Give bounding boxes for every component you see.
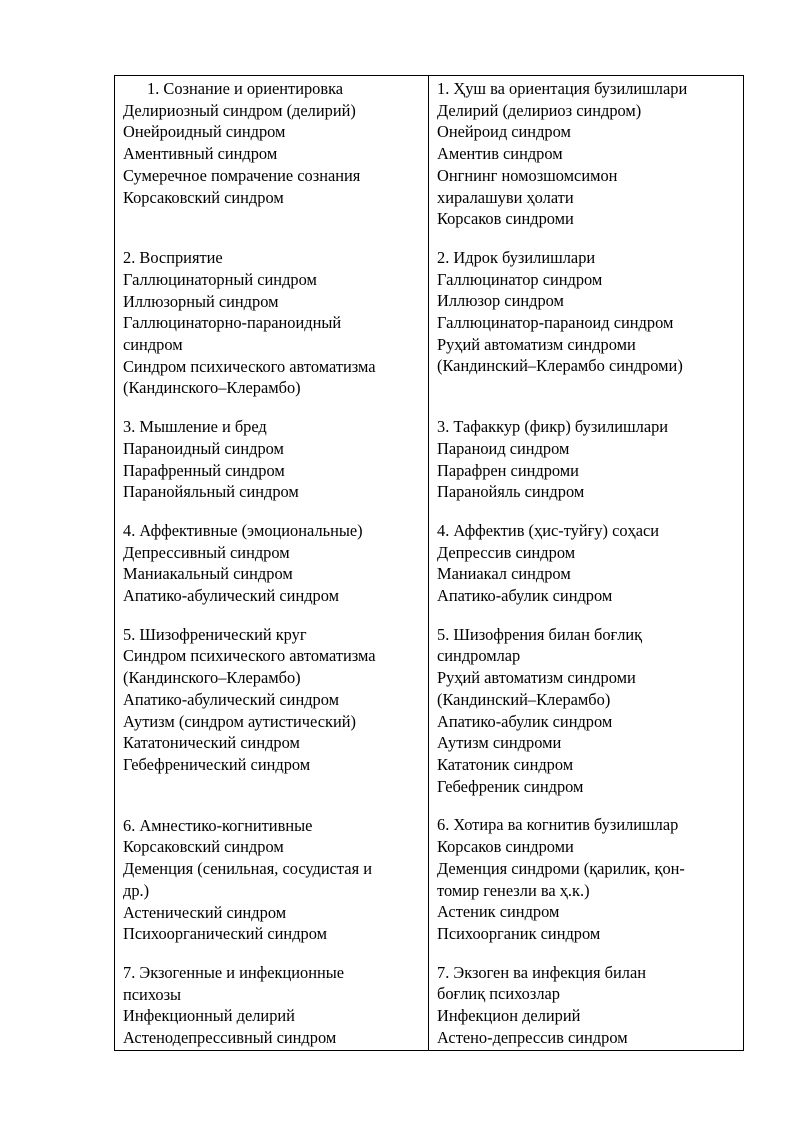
right-line: Галлюцинатор-параноид синдром <box>437 313 674 333</box>
right-line: Астено-депрессив синдром <box>437 1027 628 1047</box>
left-section-heading: 3. Мышление и бред <box>123 417 267 437</box>
right-line: Астеник синдром <box>437 902 560 922</box>
left-line: др.) <box>123 880 150 900</box>
right-line: Инфекцион делирий <box>437 1006 581 1026</box>
right-line: боғлиқ психозлар <box>437 984 560 1004</box>
left-section-4 <box>123 520 422 607</box>
right-line: Делирий (делириоз синдром) <box>437 100 642 120</box>
right-section-heading: 5. Шизофрения билан боғлиқ <box>437 624 643 644</box>
right-line: хиралашуви ҳолати <box>437 187 574 207</box>
left-section-3 <box>123 416 422 503</box>
left-line: Галлюцинаторный синдром <box>123 269 317 289</box>
right-section-heading: 3. Тафаккур (фикр) бузилишлари <box>437 417 669 437</box>
left-line: Астенодепрессивный синдром <box>123 1028 337 1048</box>
right-line: Иллюзор синдром <box>437 291 564 311</box>
right-section-1 <box>437 78 737 230</box>
right-line: (Кандинский–Клерамбо) <box>437 689 611 709</box>
left-line: Гебефренический синдром <box>123 754 311 774</box>
left-section-7 <box>123 962 422 1049</box>
right-section-heading: 4. Аффектив (ҳис-туйғу) соҳаси <box>437 520 660 540</box>
right-line: Галлюцинатор синдром <box>437 269 603 289</box>
right-section-6 <box>437 814 737 944</box>
left-line: Корсаковский синдром <box>123 837 284 857</box>
left-line: Апатико-абулический синдром <box>123 689 340 709</box>
left-line: Галлюцинаторно-параноидный <box>123 313 342 333</box>
left-line: Онейроидный синдром <box>123 122 286 142</box>
left-line: Иллюзорный синдром <box>123 291 279 311</box>
right-line: Парафрен синдроми <box>437 460 579 480</box>
left-line: Синдром психического автоматизма <box>123 646 376 666</box>
right-section-heading: 2. Идрок бузилишлари <box>437 247 596 267</box>
left-line: Деменция (сенильная, сосудистая и <box>123 859 372 879</box>
left-line: психозы <box>123 984 182 1004</box>
left-line: Параноидный синдром <box>123 438 284 458</box>
right-line: Депрессив синдром <box>437 542 576 562</box>
left-line: Синдром психического автоматизма <box>123 356 376 376</box>
uzbek-column <box>429 76 743 1050</box>
left-section-heading: 5. Шизофренический круг <box>123 624 307 644</box>
left-section-heading: 2. Восприятие <box>123 248 223 268</box>
right-line: Гебефреник синдром <box>437 776 584 796</box>
right-line: Корсаков синдроми <box>437 837 574 857</box>
left-line: Аутизм (синдром аутистический) <box>123 711 356 731</box>
right-line: Психоорганик синдром <box>437 923 601 943</box>
left-line: Психоорганический синдром <box>123 924 327 944</box>
left-line: (Кандинского–Клерамбо) <box>123 668 301 688</box>
left-section-heading: 6. Амнестико-когнитивные <box>123 815 313 835</box>
right-line: Маниакал синдром <box>437 564 571 584</box>
right-line: Аутизм синдроми <box>437 733 562 753</box>
right-line: (Кандинский–Клерамбо синдроми) <box>437 356 683 376</box>
left-line: Астенический синдром <box>123 902 287 922</box>
left-line: синдром <box>123 335 183 355</box>
right-line: Параноид синдром <box>437 438 570 458</box>
right-line: Онгнинг номозшомсимон <box>437 165 618 185</box>
right-line: Руҳий автоматизм синдроми <box>437 334 636 354</box>
right-section-2 <box>437 247 737 377</box>
right-line: томир генезли ва ҳ.к.) <box>437 880 590 900</box>
left-line: Аментивный синдром <box>123 144 278 164</box>
left-line: Паранойяльный синдром <box>123 482 299 502</box>
right-section-7 <box>437 962 737 1049</box>
left-line: Инфекционный делирий <box>123 1006 295 1026</box>
right-line: Руҳий автоматизм синдроми <box>437 668 636 688</box>
right-line: Кататоник синдром <box>437 754 574 774</box>
left-line: Депрессивный синдром <box>123 542 290 562</box>
right-line: Деменция синдроми (қарилик, қон- <box>437 858 685 878</box>
left-line: Апатико-абулический синдром <box>123 586 340 606</box>
right-line: Корсаков синдроми <box>437 209 574 229</box>
left-line: Сумеречное помрачение сознания <box>123 165 361 185</box>
syndrome-comparison-table <box>114 75 744 1051</box>
left-section-5 <box>123 624 422 776</box>
left-section-6 <box>123 815 422 945</box>
left-line: Кататонический синдром <box>123 733 300 753</box>
left-line: (Кандинского–Клерамбо) <box>123 378 301 398</box>
left-line: Маниакальный синдром <box>123 564 293 584</box>
right-section-heading: 1. Ҳуш ва ориентация бузилишлари <box>437 79 688 98</box>
right-section-heading: 6. Хотира ва когнитив бузилишлар <box>437 815 679 835</box>
right-line: Апатико-абулик синдром <box>437 711 613 731</box>
left-section-heading: 4. Аффективные (эмоциональные) <box>123 520 363 540</box>
right-section-4 <box>437 520 737 607</box>
right-section-3 <box>437 416 737 503</box>
left-line: Корсаковский синдром <box>123 187 284 207</box>
left-section-heading: 7. Экзогенные и инфекционные <box>123 962 345 982</box>
right-line: Апатико-абулик синдром <box>437 586 613 606</box>
right-line: Онейроид синдром <box>437 122 571 142</box>
right-section-heading: 7. Экзоген ва инфекция билан <box>437 962 646 982</box>
russian-column <box>115 76 429 1050</box>
right-section-5 <box>437 624 737 798</box>
left-section-heading: 1. Сознание и ориентировка <box>147 79 344 98</box>
left-line: Делириозный синдром (делирий) <box>123 100 356 120</box>
left-section-2 <box>123 247 422 399</box>
right-line: Аментив синдром <box>437 144 563 164</box>
right-line: Паранойяль синдром <box>437 482 585 502</box>
left-section-1 <box>123 78 422 208</box>
right-line: синдромлар <box>437 646 521 666</box>
left-line: Парафренный синдром <box>123 460 285 480</box>
